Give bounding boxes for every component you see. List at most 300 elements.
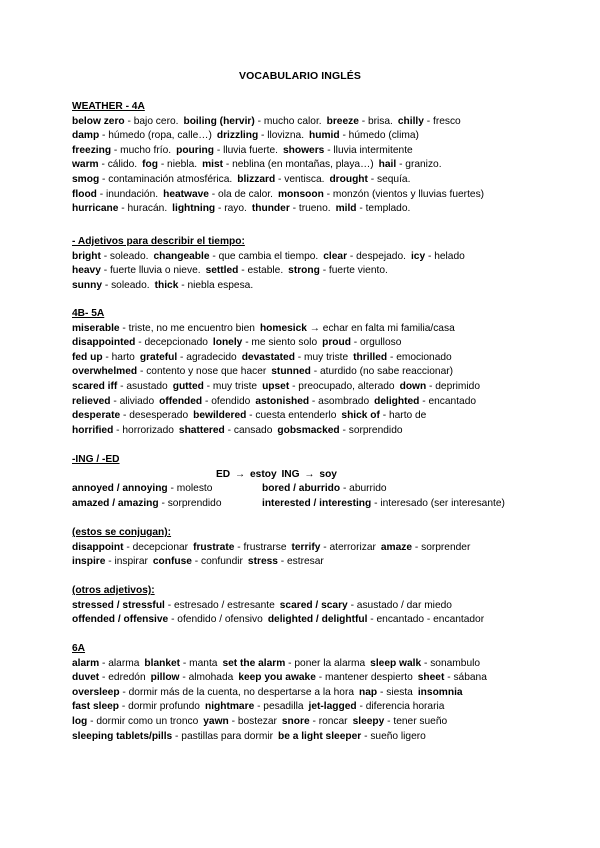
vocab-pair-line (72, 482, 592, 497)
section-sleep (72, 642, 592, 744)
vocab-entry (72, 498, 222, 509)
vocab-separator: - (215, 203, 225, 215)
vocab-separator: - (367, 614, 377, 626)
vocab-separator: - (223, 159, 233, 171)
vocab-term: sleepy (352, 715, 385, 727)
vocab-entry (72, 396, 154, 407)
vocab-entry (255, 396, 369, 407)
vocab-term: boiling (hervir) (183, 115, 255, 127)
vocab-separator: - (179, 672, 189, 684)
vocab-definition: me siento solo (251, 337, 318, 349)
vocab-separator: - (361, 730, 371, 742)
vocab-definition: pastillas para dormir (181, 730, 274, 742)
vocab-lines (72, 322, 592, 439)
vocab-definition: → echar en falta mi familia/casa (309, 322, 455, 334)
vocab-entry (359, 687, 413, 698)
vocab-term: mild (335, 203, 357, 215)
vocab-lines (72, 541, 592, 570)
vocab-term: freezing (72, 144, 112, 156)
vocab-term: nap (359, 686, 378, 698)
vocab-entry (72, 483, 212, 494)
vocab-term: pouring (176, 144, 215, 156)
vocab-entry (418, 687, 463, 698)
vocab-definition: decepcionar (132, 541, 189, 553)
vocab-term: chilly (397, 115, 424, 127)
vocab-separator: - (347, 599, 357, 611)
vocab-separator: - (289, 203, 299, 215)
vocab-entry (292, 542, 376, 553)
vocab-line (72, 188, 592, 203)
vocab-separator: - (254, 701, 264, 713)
vocab-definition: mucho frío. (120, 144, 172, 156)
vocab-entry (72, 410, 188, 421)
vocab-separator: - (309, 715, 319, 727)
vocab-term: hail (378, 159, 397, 171)
vocab-definition: sábana (453, 672, 487, 684)
vocab-line (72, 158, 592, 173)
vocab-entry (374, 396, 476, 407)
vocab-definition: bajo cero. (133, 115, 179, 127)
vocab-separator: - (113, 424, 123, 436)
vocab-definition: soleado. (109, 250, 149, 262)
vocab-line (72, 541, 592, 556)
vocab-separator: - (98, 159, 108, 171)
vocab-term: fog (142, 159, 158, 171)
vocab-pair-line (72, 497, 592, 512)
vocab-definition: edredón (108, 672, 146, 684)
vocab-definition: asombrado (318, 395, 370, 407)
vocab-entry (153, 251, 318, 262)
vocab-entry (418, 672, 487, 683)
vocab-line (72, 322, 592, 337)
vocab-entry (72, 614, 263, 625)
vocab-separator: - (426, 380, 436, 392)
vocab-entry (262, 381, 395, 392)
vocab-definition: interesado (ser interesante) (380, 497, 505, 509)
vocab-definition: bostezar (237, 715, 277, 727)
vocab-separator: - (203, 380, 213, 392)
vocab-entry (163, 189, 273, 200)
vocab-separator: - (100, 265, 110, 277)
vocab-separator: - (324, 144, 334, 156)
vocab-separator: - (319, 265, 329, 277)
vocab-line (72, 351, 592, 366)
vocab-entry (278, 731, 426, 742)
vocab-entry (400, 381, 480, 392)
vocab-entry (411, 251, 465, 262)
ing-ed-rule: ED → estoy ING → soy (216, 468, 337, 480)
vocab-definition: monzón (vientos y lluvias fuertes) (332, 188, 485, 200)
vocab-separator: - (177, 351, 187, 363)
vocab-separator: - (309, 395, 319, 407)
vocab-definition: confundir (201, 556, 243, 568)
vocab-definition: frustrarse (243, 541, 287, 553)
vocab-term: lightning (172, 203, 216, 215)
vocab-entry (72, 174, 232, 185)
vocab-term: shattered (178, 424, 225, 436)
vocab-term: shick of (341, 410, 380, 422)
vocab-term: insomnia (417, 686, 463, 698)
vocab-term: blanket (144, 657, 181, 669)
vocab-line (72, 730, 592, 745)
vocab-pairs (72, 482, 592, 511)
vocab-term: bewildered (193, 410, 247, 422)
vocab-line (72, 700, 592, 715)
vocab-term: log (72, 715, 88, 727)
vocab-entry (72, 731, 273, 742)
vocab-separator: - (135, 337, 145, 349)
vocab-separator: - (371, 497, 381, 509)
vocab-term: stress (247, 556, 278, 568)
vocab-entry (248, 556, 324, 567)
vocab-entry (341, 410, 426, 421)
vocab-entry (172, 203, 247, 214)
vocab-separator: - (209, 250, 219, 262)
vocab-term: confuse (152, 556, 192, 568)
vocab-term: alarm (72, 657, 100, 669)
vocab-separator: - (347, 250, 357, 262)
vocab-entry (370, 658, 480, 669)
vocab-definition: lluvia intermitente (333, 144, 413, 156)
vocab-line (72, 129, 592, 144)
vocab-term: clear (323, 250, 348, 262)
vocab-entry (271, 366, 453, 377)
vocab-term: thunder (251, 203, 290, 215)
vocab-entry (379, 159, 442, 170)
vocab-line (72, 599, 592, 614)
vocab-separator: - (118, 203, 128, 215)
vocab-entry (72, 159, 137, 170)
vocab-definition: cálido. (107, 159, 138, 171)
vocab-separator: - (358, 115, 368, 127)
vocab-definition: horrorizado (122, 424, 174, 436)
vocab-term: sleep walk (370, 657, 422, 669)
vocab-separator: - (356, 203, 366, 215)
vocab-separator: - (124, 115, 134, 127)
vocab-entry (72, 542, 188, 553)
vocab-definition: ofendido (211, 395, 251, 407)
vocab-separator: - (102, 279, 112, 291)
vocab-term: heatwave (163, 188, 209, 200)
vocab-term: terrify (291, 541, 321, 553)
vocab-term: mist (202, 159, 224, 171)
vocab-line (72, 671, 592, 686)
section-heading: 6A (72, 643, 86, 654)
vocab-term: upset (262, 380, 290, 392)
vocab-separator: - (315, 672, 325, 684)
vocab-separator: - (164, 599, 174, 611)
vocab-entry (72, 323, 255, 334)
vocab-definition: aburrido (349, 483, 387, 495)
vocab-term: scared iff (72, 380, 118, 392)
vocab-term: icy (410, 250, 426, 262)
vocab-entry (155, 280, 254, 291)
vocab-definition: fuerte viento. (328, 265, 388, 277)
vocab-entry (309, 701, 445, 712)
vocab-term: settled (205, 265, 239, 277)
vocab-term: scared / scary (279, 599, 348, 611)
vocab-definition: roncar (318, 715, 348, 727)
vocab-separator: - (202, 395, 212, 407)
vocab-entry (151, 672, 234, 683)
document-title: VOCABULARIO INGLÉS (239, 70, 361, 82)
vocab-line (72, 395, 592, 410)
vocab-definition: brisa. (367, 115, 393, 127)
vocab-entry (179, 425, 272, 436)
vocab-term: set the alarm (222, 657, 286, 669)
vocab-separator: - (214, 144, 224, 156)
vocab-entry (278, 189, 484, 200)
vocab-definition: desesperado (129, 410, 189, 422)
vocab-definition: fresco (432, 115, 461, 127)
vocab-entry (222, 658, 365, 669)
vocab-definition: sueño ligero (370, 730, 426, 742)
vocab-definition: inundación. (105, 188, 159, 200)
vocab-term: disappoint (72, 541, 124, 553)
vocab-definition: emocionado (396, 351, 452, 363)
vocab-separator: - (356, 701, 366, 713)
vocab-entry (283, 145, 413, 156)
pair-right (262, 482, 387, 497)
vocab-entry (398, 116, 461, 127)
vocab-separator: - (234, 541, 244, 553)
vocab-definition: dormir profundo (128, 701, 200, 713)
vocab-entry (353, 716, 448, 727)
vocab-term: fed up (72, 351, 103, 363)
vocab-separator: - (242, 337, 252, 349)
vocab-separator: - (377, 686, 387, 698)
vocab-entry (205, 701, 304, 712)
vocab-definition: diferencia horaria (365, 701, 445, 713)
vocab-definition: despejado. (356, 250, 406, 262)
vocab-separator: - (425, 250, 435, 262)
section-heading: WEATHER - 4A (72, 101, 145, 112)
vocab-term: warm (72, 159, 99, 171)
vocab-term: miserable (72, 322, 120, 334)
vocab-term: pillow (150, 672, 180, 684)
vocab-definition: soleado. (111, 279, 150, 291)
vocab-entry (323, 251, 406, 262)
vocab-separator: - (96, 188, 106, 200)
vocab-term: breeze (326, 115, 359, 127)
vocab-term: gutted (172, 380, 204, 392)
vocab-definition: trueno. (298, 203, 331, 215)
vocab-definition: asustado / dar miedo (356, 599, 452, 611)
vocab-definition: contento y nose que hacer (146, 366, 267, 378)
vocab-separator: - (275, 173, 285, 185)
vocab-term: jet-lagged (308, 701, 357, 713)
vocab-entry (309, 130, 419, 141)
vocab-term: offended (159, 395, 203, 407)
vocab-entry (217, 130, 304, 141)
vocab-entry (72, 672, 146, 683)
vocab-line (72, 202, 592, 217)
vocab-definition: ventisca. (284, 173, 325, 185)
vocab-entry (72, 381, 168, 392)
vocab-definition: cansado (233, 424, 273, 436)
vocab-separator: - (111, 144, 121, 156)
vocab-term: annoyed / annoying (72, 483, 168, 495)
vocab-entry (72, 716, 198, 727)
vocab-definition: deprimido (435, 380, 480, 392)
vocab-entry (193, 410, 336, 421)
vocab-definition: llovizna. (267, 130, 305, 142)
vocab-definition: dormir como un tronco (96, 715, 199, 727)
vocab-term: blizzard (237, 173, 276, 185)
vocab-entry (183, 116, 321, 127)
vocab-entry (327, 116, 393, 127)
vocab-definition: muy triste (304, 351, 349, 363)
vocab-term: drought (329, 173, 368, 185)
vocab-separator: - (350, 337, 361, 349)
vocab-definition: ola de calor. (218, 188, 273, 200)
vocab-entry (72, 687, 354, 698)
vocab-definition: estresado / estresante (173, 599, 275, 611)
vocab-definition: helado (434, 250, 465, 262)
vocab-separator: - (238, 265, 248, 277)
vocab-line (72, 144, 592, 159)
vocab-entry (72, 600, 275, 611)
vocab-separator: - (258, 130, 268, 142)
vocab-term: stunned (271, 366, 311, 378)
vocab-term: delighted (374, 395, 420, 407)
vocab-entry (72, 251, 148, 262)
vocab-separator: - (87, 715, 97, 727)
vocab-separator: - (110, 395, 120, 407)
vocab-term: bright (72, 250, 101, 262)
section-heading: (estos se conjugan): (72, 527, 172, 538)
vocab-entry (72, 130, 212, 141)
vocab-line (72, 115, 592, 130)
vocab-definition: granizo. (405, 159, 442, 171)
vocab-term: drizzling (216, 130, 259, 142)
vocab-definition: ofendido / ofensivo (177, 614, 263, 626)
vocab-definition: molesto (176, 483, 213, 495)
vocab-term: below zero (72, 115, 125, 127)
vocab-separator: - (191, 556, 201, 568)
vocab-separator: - (396, 159, 406, 171)
vocab-separator: - (412, 541, 422, 553)
section-weather (72, 100, 592, 217)
vocab-definition: harto de (388, 410, 427, 422)
vocab-entry (262, 498, 505, 509)
vocab-separator: - (246, 410, 256, 422)
vocab-separator: - (208, 188, 219, 200)
vocab-entry (72, 116, 178, 127)
vocab-entry (193, 542, 286, 553)
vocab-separator: - (99, 173, 109, 185)
vocab-line (72, 409, 592, 424)
section-heading: (otros adjetivos): (72, 585, 155, 596)
vocab-term: stressed / stressful (72, 599, 165, 611)
vocab-line (72, 380, 592, 395)
vocab-entry (282, 716, 348, 727)
vocab-separator: - (119, 701, 129, 713)
vocab-entry (237, 174, 324, 185)
vocab-entry (288, 265, 388, 276)
vocab-term: disappointed (72, 337, 136, 349)
vocab-separator: - (340, 483, 350, 495)
vocab-definition: asustado (126, 380, 168, 392)
vocab-definition: que cambia el tiempo. (218, 250, 319, 262)
vocab-term: showers (283, 144, 325, 156)
vocab-term: yawn (203, 715, 229, 727)
vocab-entry (72, 145, 171, 156)
vocab-definition: mucho calor. (263, 115, 322, 127)
vocab-term: sleeping tablets/pills (72, 730, 173, 742)
vocab-entry (206, 265, 284, 276)
vocab-entry (262, 483, 387, 494)
vocab-entry (238, 672, 412, 683)
vocab-definition: contaminación atmosférica. (108, 173, 233, 185)
vocab-term: duvet (72, 672, 100, 684)
vocab-separator: - (294, 351, 304, 363)
vocab-definition: alarma (108, 657, 140, 669)
vocab-term: changeable (153, 250, 210, 262)
vocab-separator: - (99, 130, 109, 142)
vocab-definition: agradecido (186, 351, 237, 363)
vocab-separator: - (384, 715, 394, 727)
pair-left (72, 497, 262, 512)
vocab-term: smog (72, 173, 100, 185)
vocab-separator: - (320, 541, 330, 553)
section-heading: 4B- 5A (72, 308, 105, 319)
vocab-definition: rayo. (224, 203, 247, 215)
vocab-entry (159, 396, 250, 407)
vocab-term: humid (309, 130, 340, 142)
vocab-definition: encantado - encantador (376, 614, 485, 626)
vocab-term: damp (72, 130, 100, 142)
section-ing-ed (72, 453, 592, 511)
vocab-term: snore (281, 715, 310, 727)
vocab-definition: neblina (en montañas, playa…) (232, 159, 374, 171)
vocab-term: homesick (259, 322, 307, 334)
vocab-separator: - (419, 395, 429, 407)
vocab-definition: niebla. (167, 159, 198, 171)
vocab-term: bored / aburrido (262, 483, 341, 495)
vocab-entry (142, 159, 197, 170)
vocab-separator: - (172, 730, 182, 742)
vocab-line (72, 250, 592, 265)
vocab-entry (72, 658, 139, 669)
vocab-definition: cuesta entenderlo (255, 410, 337, 422)
vocab-definition: pesadilla (263, 701, 304, 713)
vocab-term: gobsmacked (277, 424, 340, 436)
vocab-term: amazed / amazing (72, 497, 159, 509)
vocab-term: overwhelmed (72, 366, 138, 378)
vocab-definition: sequía. (377, 173, 411, 185)
vocab-definition: aterrorizar (329, 541, 376, 553)
vocab-entry (213, 337, 317, 348)
vocab-definition: inspirar (114, 556, 148, 568)
vocab-line (72, 657, 592, 672)
vocab-separator: - (224, 424, 234, 436)
vocab-entry (381, 542, 471, 553)
vocab-term: horrified (72, 424, 114, 436)
vocab-separator: - (119, 322, 129, 334)
vocab-term: down (399, 380, 427, 392)
vocab-line (72, 686, 592, 701)
vocab-term: flood (72, 188, 97, 200)
vocab-separator: - (289, 380, 299, 392)
vocab-definition: dormir más de la cuenta, no despertarse a la hora (128, 686, 355, 698)
vocab-separator: - (228, 715, 238, 727)
vocab-definition: fuerte lluvia o nieve. (109, 265, 201, 277)
vocab-term: interested / interesting (262, 497, 372, 509)
vocab-entry (72, 265, 201, 276)
section-heading: -ING / -ED (72, 454, 120, 465)
vocab-term: keep you awake (238, 672, 316, 684)
